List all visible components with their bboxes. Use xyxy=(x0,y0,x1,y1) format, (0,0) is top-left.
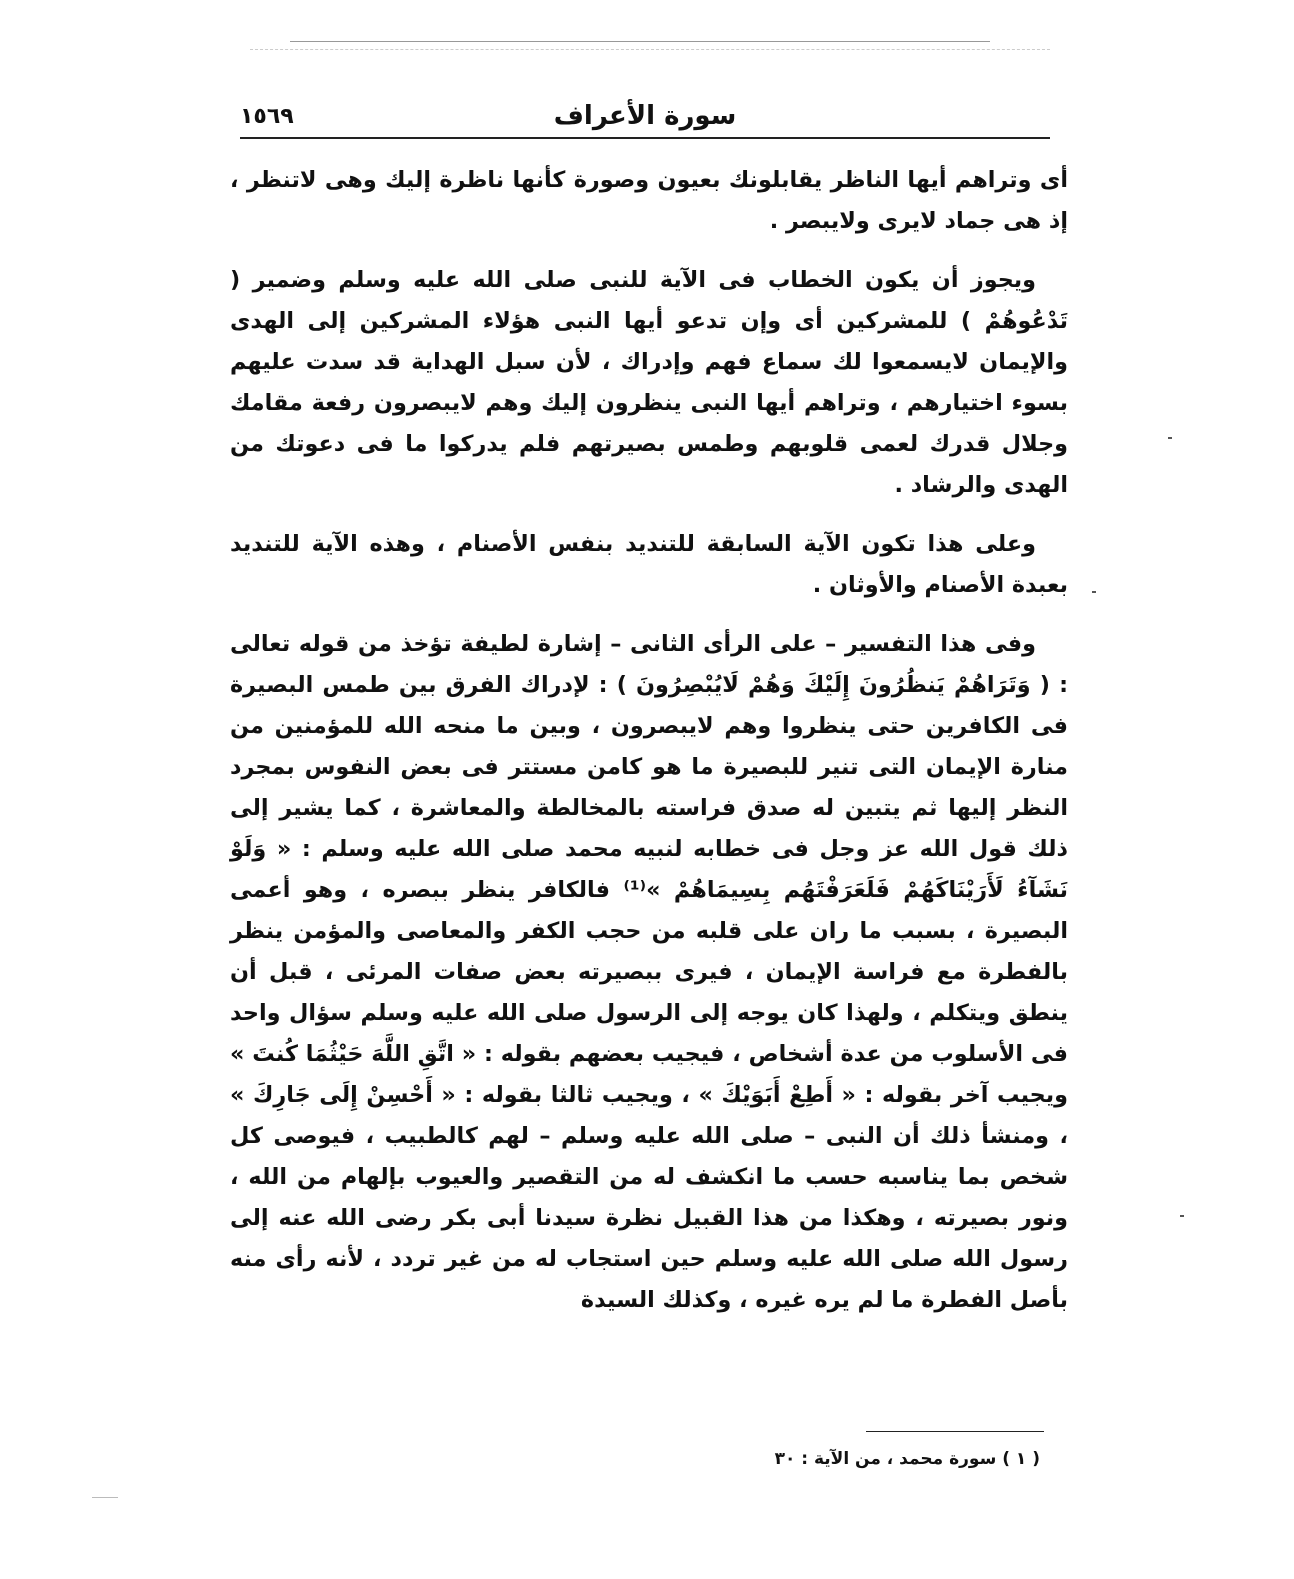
footnote: ( ١ ) سورة محمد ، من الآية : ٣٠ xyxy=(774,1449,1040,1469)
running-title: سورة الأعراف xyxy=(553,101,737,131)
paragraph-4: وفى هذا التفسير – على الرأى الثانى – إشارة لطيفة تؤخذ من قوله تعالى : ( وَتَرَاهُمْ يَنظُرُونَ إِلَيْكَ وَهُمْ لَايُبْصِرُونَ ) : لإدراك الفرق بين طمس البصيرة فى الكافرين حتى ينظروا وهم لايبصرون ، وبين ما منحه الله للمؤمنين من منارة الإيمان التى تنير للبصيرة ما هو كامن مستتر فى بعض النفوس بمجرد النظر إليها ثم يتبين له صدق فراسته بالمخالطة والمعاشرة ، كما يشير إلى ذلك قول الله عز وجل فى خطابه لنبيه محمد صلى الله عليه وسلم : « وَلَوْ نَشَآءُ لَأَرَيْنَاكَهُمْ فَلَعَرَفْتَهُم بِسِيمَاهُمْ »⁽¹⁾ فالكافر ينظر ببصره ، وهو أعمى البصيرة ، بسبب ما ران على قلبه من حجب الكفر والمعاصى والمؤمن ينظر بالفطرة مع فراسة الإيمان ، فيرى ببصيرته بعض صفات المرئى ، قبل أن ينطق ويتكلم ، ولهذا كان يوجه إلى الرسول صلى الله عليه وسلم سؤال واحد فى الأسلوب من عدة أشخاص ، فيجيب بعضهم بقوله : « اتَّقِ اللَّهَ حَيْثُمَا كُنتَ » ويجيب آخر بقوله : « أَطِعْ أَبَوَيْكَ » ، ويجيب ثالثا بقوله : « أَحْسِنْ إِلَى جَارِكَ » ، ومنشأ ذلك أن النبى – صلى الله عليه وسلم – لهم كالطبيب ، فيوصى كل شخص بما يناسبه حسب ما انكشف له من التقصير والعيوب بإلهام من الله ، ونور بصيرته ، وهكذا من هذا القبيل نظرة سيدنا أبى بكر رضى الله عنه إلى رسول الله صلى الله عليه وسلم حين استجاب له من غير تردد ، لأنه رأى منه بأصل الفطرة ما لم يره غيره ، وكذلك السيدة xyxy=(230,631,1068,1313)
footnote-rule xyxy=(866,1431,1044,1432)
scan-speck xyxy=(1180,1215,1184,1217)
top-scan-rule xyxy=(290,41,990,42)
scan-speck xyxy=(1092,591,1096,593)
scan-speck xyxy=(92,1497,118,1498)
scan-speck xyxy=(1168,437,1172,439)
top-scan-rule-faint xyxy=(250,49,1050,50)
paragraph-1: أى وتراهم أيها الناظر يقابلونك بعيون وصورة كأنها ناظرة إليك وهى لاتنظر ، إذ هى جماد لايرى ولايبصر . xyxy=(230,167,1068,234)
page-number: ١٥٦٩ xyxy=(240,103,294,129)
paragraph-3: وعلى هذا تكون الآية السابقة للتنديد بنفس الأصنام ، وهذه الآية للتنديد بعبدة الأصنام والأوثان . xyxy=(230,531,1068,598)
paragraph-2: ويجوز أن يكون الخطاب فى الآية للنبى صلى الله عليه وسلم وضمير ( تَدْعُوهُمْ ) للمشركين أى وإن تدعو أيها النبى هؤلاء المشركين إلى الهدى والإيمان لايسمعوا لك سماع فهم وإدراك ، لأن سبل الهداية قد سدت عليهم بسوء اختيارهم ، وتراهم أيها النبى ينظرون إليك وهم لايبصرون رفعة مقامك وجلال قدرك لعمى قلوبهم وطمس بصيرتهم فلم يدركوا ما فى دعوتك من الهدى والرشاد . xyxy=(230,267,1068,498)
body-text xyxy=(230,160,1068,1321)
page-header xyxy=(240,96,1050,136)
header-rule xyxy=(240,137,1050,139)
